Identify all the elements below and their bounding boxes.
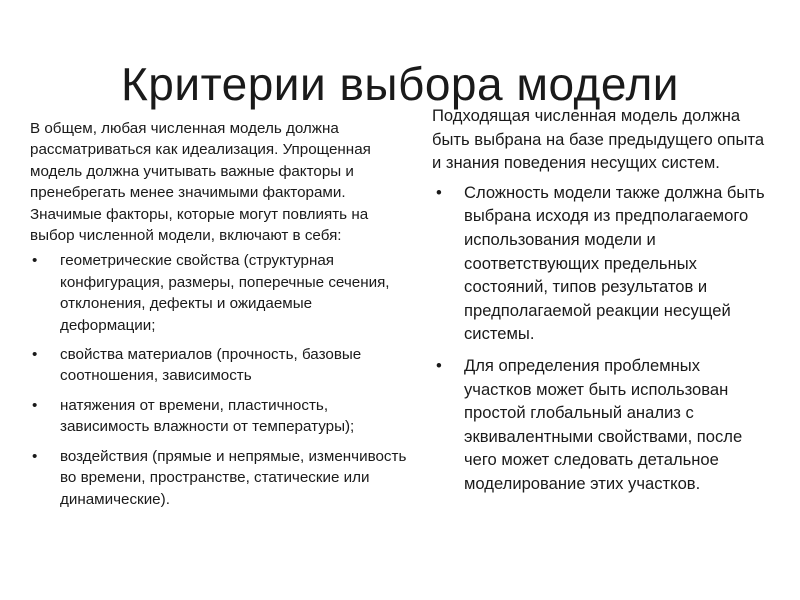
list-item — [432, 354, 772, 496]
list-item-text: геометрические свойства (структурная конфигурация, размеры, поперечные сечения, отклонения, дефекты и ожидаемые деформации; — [60, 252, 390, 334]
list-item — [30, 395, 410, 438]
bullet-icon: • — [32, 346, 38, 364]
list-item — [30, 446, 410, 510]
list-item — [30, 344, 410, 387]
right-column — [432, 104, 772, 504]
list-item — [432, 181, 772, 346]
bullet-icon: • — [32, 447, 38, 465]
list-item-text: воздействия (прямые и непрямые, изменчивость во времени, пространстве, статические или динамические). — [60, 447, 407, 508]
list-item — [30, 250, 410, 336]
list-item-text: свойства материалов (прочность, базовые соотношения, зависимость — [60, 346, 362, 385]
bullet-icon: • — [436, 355, 442, 375]
right-intro-paragraph: Подходящая численная модель должна быть выбрана на базе предыдущего опыта и знания поведения несущих систем. — [432, 106, 765, 173]
right-bullet-list — [432, 181, 772, 496]
left-bullet-list — [30, 250, 410, 509]
list-item-text: Сложность модели также должна быть выбрана исходя из предполагаемого использования модели и соответствующих предельных состояний, типов результатов и предполагаемой реакции несущей системы. — [464, 182, 765, 344]
bullet-icon: • — [32, 396, 38, 414]
slide-title: Критерии выбора модели — [121, 57, 679, 110]
left-intro-paragraph: В общем, любая численная модель должна рассматриваться как идеализация. Упрощенная модель должна учитывать важные факторы и пренебрегать менее значимыми факторами. Значимые факторы, которые могут повлиять на выбор численной модели, включают в себя: — [30, 120, 371, 245]
left-column — [30, 112, 410, 518]
list-item-text: Для определения проблемных участков может быть использован простой глобальный анализ с эквивалентными свойствами, после чего может следовать детальное моделирование этих участков. — [464, 355, 743, 493]
bullet-icon: • — [32, 252, 38, 270]
list-item-text: натяжения от времени, пластичность, зависимость влажности от температуры); — [60, 396, 355, 436]
bullet-icon: • — [436, 182, 442, 202]
